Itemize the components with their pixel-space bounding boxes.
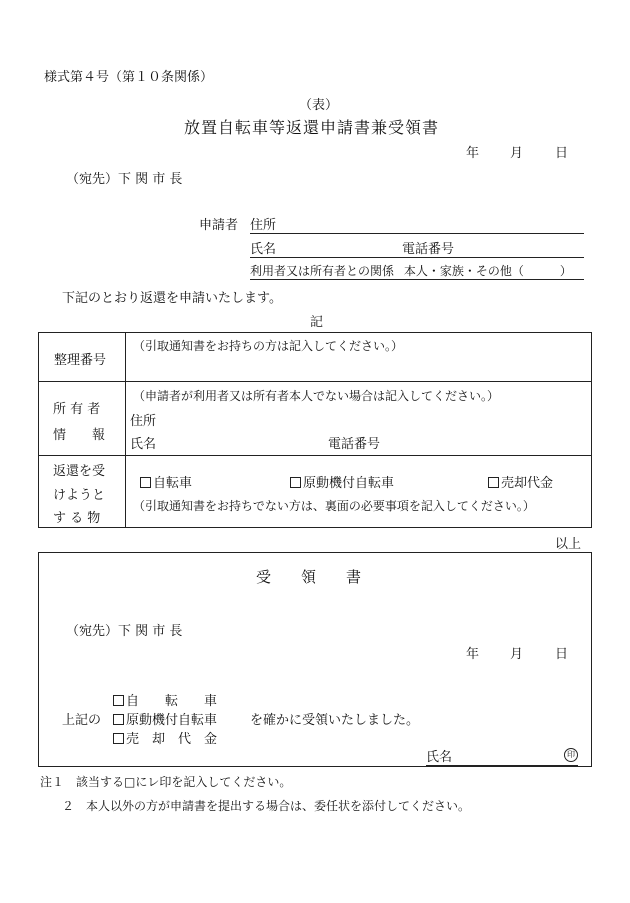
- moped-checkbox[interactable]: [290, 477, 301, 488]
- relation-options: 本人・家族・その他（ ）: [403, 264, 572, 278]
- owner-info-note: （申請者が利用者又は所有者本人でない場合は記入してください。）: [133, 389, 500, 403]
- owner-name-label: 氏名: [130, 437, 157, 452]
- table-row-divider: [38, 455, 592, 456]
- receipt-option-moped[interactable]: [113, 709, 217, 728]
- receipt-addressee: （宛先）下 関 市 長: [66, 624, 183, 639]
- document-title: 放置自転車等返還申請書兼受領書: [184, 118, 440, 137]
- applicant-address-field[interactable]: [250, 214, 584, 234]
- option-sale-proceeds[interactable]: [488, 472, 553, 491]
- receipt-bicycle-checkbox[interactable]: [113, 695, 124, 706]
- receipt-suffix: を確かに受領いたしました。: [250, 713, 420, 728]
- receipt-prefix: 上記の: [62, 713, 102, 728]
- receipt-date-year-label: 年: [466, 647, 480, 662]
- moped-label: 原動機付自転車: [303, 476, 395, 491]
- receipt-bicycle-label: 自 転 車: [126, 694, 218, 709]
- bicycle-label: 自転車: [153, 476, 193, 491]
- applicant-phone-label: 電話番号: [402, 242, 455, 257]
- note-2: ２ 本人以外の方が申請書を提出する場合は、委任状を添付してください。: [62, 799, 471, 813]
- return-item-header-line3: す る 物: [53, 511, 101, 526]
- owner-address-field[interactable]: [130, 410, 588, 429]
- reference-number-note: （引取通知書をお持ちの方は記入してください。）: [133, 339, 404, 353]
- relation-label: 利用者又は所有者との関係: [250, 264, 395, 278]
- seal-mark-icon: 印: [564, 748, 578, 762]
- ki-label: 記: [310, 315, 324, 330]
- sale-proceeds-checkbox[interactable]: [488, 477, 499, 488]
- return-item-note: （引取通知書をお持ちでない方は、裏面の必要事項を記入してください。）: [133, 499, 535, 513]
- receipt-option-sale-proceeds[interactable]: [113, 728, 217, 747]
- table-row-divider: [38, 381, 592, 382]
- receipt-name-field[interactable]: [426, 746, 578, 766]
- addressee: （宛先）下 関 市 長: [66, 172, 183, 187]
- front-label: （表）: [299, 98, 339, 113]
- owner-address-label: 住所: [130, 414, 157, 429]
- date-year-label: 年: [466, 146, 480, 161]
- date-day-label: 日: [555, 146, 569, 161]
- receipt-moped-checkbox[interactable]: [113, 714, 124, 725]
- receipt-sale-proceeds-label: 売 却 代 金: [126, 732, 218, 747]
- reference-number-header: 整理番号: [54, 353, 107, 368]
- owner-info-header-line2: 情 報: [53, 428, 106, 443]
- owner-phone-label: 電話番号: [328, 437, 381, 452]
- receipt-sale-proceeds-checkbox[interactable]: [113, 733, 124, 744]
- reference-number-input[interactable]: [130, 356, 588, 378]
- owner-name-field[interactable]: [130, 433, 588, 452]
- bicycle-checkbox[interactable]: [140, 477, 151, 488]
- receipt-moped-label: 原動機付自転車: [126, 713, 218, 728]
- receipt-date-month-label: 月: [510, 647, 524, 662]
- applicant-address-label: 住所: [250, 218, 277, 233]
- form-number: 様式第４号（第１０条関係）: [44, 70, 214, 85]
- ijo-label: 以上: [555, 537, 582, 552]
- receipt-title: 受 領 書: [256, 568, 362, 586]
- return-item-header-line2: けようと: [53, 488, 106, 503]
- applicant-relation-field[interactable]: [250, 262, 584, 280]
- receipt-name-label: 氏名: [426, 750, 453, 765]
- option-bicycle[interactable]: [140, 472, 192, 491]
- applicant-name-field[interactable]: [250, 238, 584, 258]
- applicant-name-label: 氏名: [250, 242, 277, 257]
- receipt-date-day-label: 日: [555, 647, 569, 662]
- receipt-option-bicycle[interactable]: [113, 690, 217, 709]
- option-moped[interactable]: [290, 472, 394, 491]
- date-month-label: 月: [510, 146, 524, 161]
- applicant-label: 申請者: [199, 218, 239, 233]
- note-1: 注１ 該当する□にレ印を記入してください。: [40, 775, 292, 789]
- request-sentence: 下記のとおり返還を申請いたします。: [62, 291, 282, 306]
- return-item-header-line1: 返還を受: [53, 464, 106, 479]
- owner-info-header-line1: 所 有 者: [53, 402, 101, 417]
- table-divider: [125, 332, 126, 528]
- sale-proceeds-label: 売却代金: [501, 476, 554, 491]
